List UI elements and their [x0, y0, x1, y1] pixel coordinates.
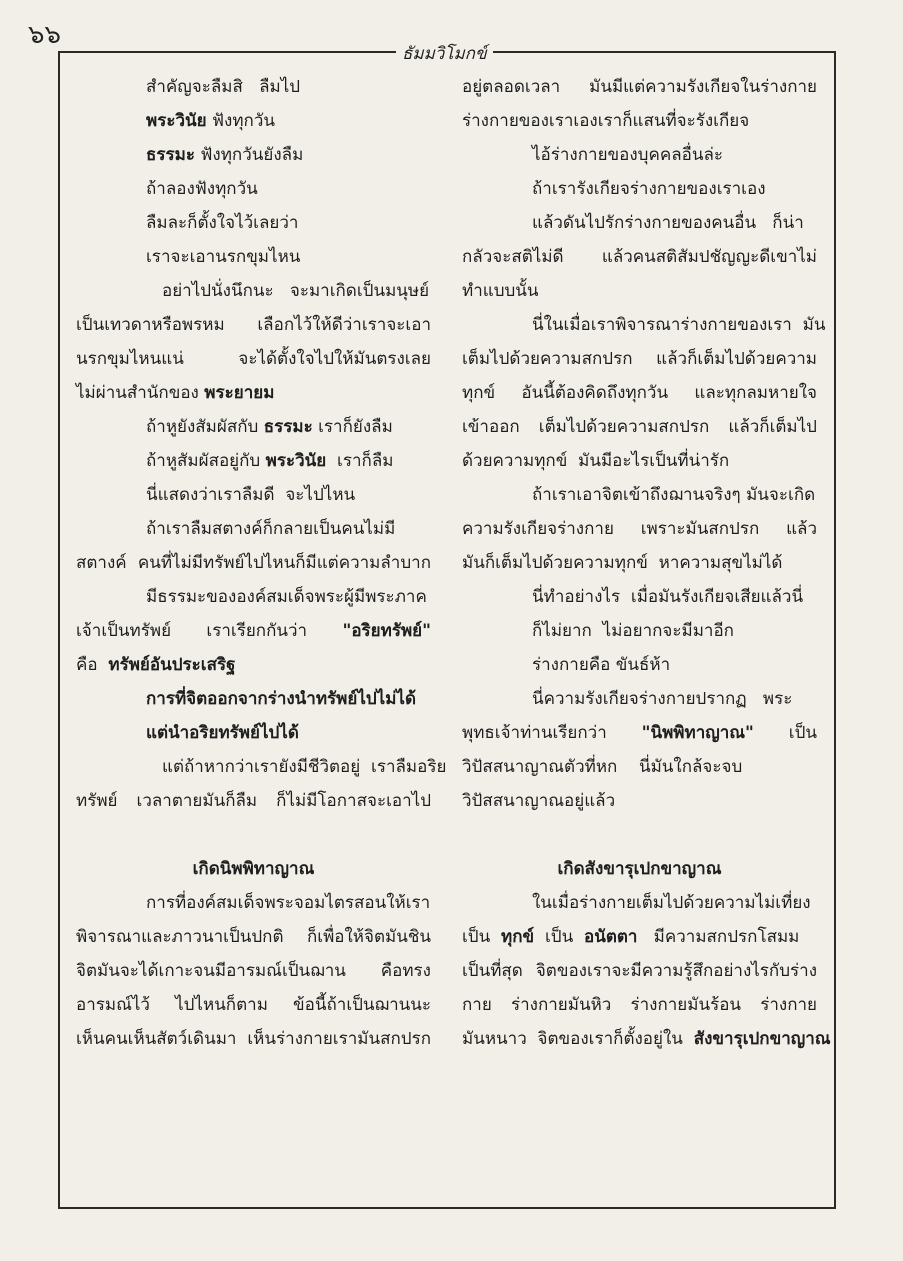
text-run: อารมณ์ไว้ — [76, 995, 150, 1015]
text-run: เป็น — [788, 723, 817, 743]
text-run: แล้วก็เต็มไป — [728, 417, 817, 437]
text-line — [76, 580, 431, 614]
text-run: จิตมันจะได้เกาะจนมีอารมณ์เป็นฌาน — [76, 961, 346, 981]
text-line — [462, 104, 817, 138]
bold-term: ทุกข์ — [501, 927, 535, 947]
right-text-column — [462, 70, 831, 1056]
text-run: ทรัพย์ — [76, 791, 118, 811]
section-heading — [462, 852, 817, 886]
text-run: ไอ้ร่างกายของบุคคลอื่นล่ะ — [532, 145, 724, 165]
text-run: พุทธเจ้าท่านเรียกว่า — [462, 723, 607, 743]
bold-term: พระวินัย — [146, 111, 207, 131]
text-run: ความรังเกียจร่างกาย — [462, 519, 614, 539]
text-run: เราก็ลืม — [326, 451, 394, 471]
text-line — [462, 410, 817, 444]
text-run: กาย — [462, 995, 492, 1015]
bold-term: "นิพพิทาญาณ" — [641, 723, 754, 743]
text-run: เต็มไปด้วยความสกปรก — [538, 417, 710, 437]
text-line — [462, 342, 817, 376]
bold-term: ธรรมะ — [146, 145, 195, 165]
bold-term: เกิดนิพพิทาญาณ — [192, 859, 315, 879]
text-run: เราจะเอานรกขุมไหน — [146, 247, 301, 267]
text-run: เจ้าเป็นทรัพย์ — [76, 621, 172, 641]
text-line — [462, 274, 817, 308]
text-line — [76, 750, 447, 784]
text-run: ด้วยความทุกข์ มันมีอะไรเป็นที่น่ารัก — [462, 451, 730, 471]
text-run: นี่ในเมื่อเราพิจารณาร่างกายของเรา มัน — [532, 315, 826, 335]
text-run: มีความสกปรกโสมม — [637, 927, 800, 947]
text-run: ร่างกายของเราเองเราก็แสนที่จะรังเกียจ — [462, 111, 750, 131]
text-line — [462, 512, 817, 546]
text-line — [462, 580, 817, 614]
text-run: มีธรรมะขององค์สมเด็จพระผู้มีพระภาค — [146, 587, 427, 607]
bold-term: สังขารุเปกขาญาณ — [693, 1029, 831, 1049]
bold-term: การที่จิตออกจากร่างนำทรัพย์ไปไม่ได้ — [146, 689, 417, 709]
text-line — [76, 444, 431, 478]
text-line — [462, 546, 817, 580]
text-run: ฟังทุกวัน — [206, 111, 276, 131]
text-line — [462, 614, 817, 648]
text-run: ถ้าเรารังเกียจร่างกายของเราเอง — [532, 179, 766, 199]
text-run: ฟังทุกวันยังลืม — [194, 145, 304, 165]
text-run: และทุกลมหายใจ — [694, 383, 817, 403]
text-line — [462, 1022, 831, 1056]
text-run: พิจารณาและภาวนาเป็นปกติ — [76, 927, 284, 947]
text-run: ไปไหนก็ตาม — [175, 995, 268, 1015]
text-line — [76, 478, 431, 512]
text-line — [76, 138, 431, 172]
text-run: เพราะมันสกปรก — [640, 519, 760, 539]
text-run: ร่างกายมันร้อน — [630, 995, 742, 1015]
bold-term: พระวินัย — [265, 451, 327, 471]
text-line — [462, 478, 817, 512]
text-run: ร่างกายคือ ขันธ์ห้า — [532, 655, 671, 675]
text-run: เห็นคนเห็นสัตว์เดินมา — [76, 1029, 237, 1049]
text-line — [462, 988, 817, 1022]
text-run: ร่างกาย — [760, 995, 817, 1015]
text-run: จะได้ตั้งใจไปให้มันตรงเลย — [238, 349, 431, 369]
text-run: ลืมละก็ตั้งใจไว้เลยว่า — [146, 213, 299, 233]
text-run: ร่างกายมันหิว — [510, 995, 612, 1015]
text-run: คือทรง — [380, 961, 431, 981]
text-run: ก็ไม่มีโอกาสจะเอาไป — [276, 791, 431, 811]
running-title: ธัมมวิโมกข์ — [396, 40, 493, 67]
text-run: นรกขุมไหนแน่ — [76, 349, 184, 369]
text-line — [462, 750, 817, 784]
text-line — [76, 342, 431, 376]
blank-line — [462, 818, 817, 852]
text-run: วิปัสสนาญาณตัวที่หก นี่มันใกล้จะจบ — [462, 757, 743, 777]
text-run: ก็ไม่ยาก ไม่อยากจะมีมาอีก — [532, 621, 734, 641]
text-run: อันนี้ต้องคิดถึงทุกวัน — [521, 383, 669, 403]
text-run: สตางค์ — [76, 553, 127, 573]
text-run: อยู่ตลอดเวลา — [462, 77, 561, 97]
text-line — [462, 920, 817, 954]
bold-term: เกิดสังขารุเปกขาญาณ — [557, 859, 722, 879]
text-run: นี่ความรังเกียจร่างกายปรากฏ พระ — [532, 689, 793, 709]
text-line — [76, 682, 431, 716]
page-number: ๖๖ — [28, 20, 62, 50]
text-run: เต็มไปด้วยความสกปรก — [462, 349, 633, 369]
text-line — [462, 648, 817, 682]
text-run: ข้อนี้ถ้าเป็นฌานนะ — [293, 995, 431, 1015]
text-run: เป็น — [534, 927, 584, 947]
blank-line — [76, 818, 431, 852]
text-run: ทุกข์ — [462, 383, 496, 403]
text-run: กลัวจะสติไม่ดี — [462, 247, 564, 267]
text-run: นี่ทำอย่างไร เมื่อมันรังเกียจเสียแล้วนี่ — [532, 587, 804, 607]
text-run: สำคัญจะลืมสิ ลืมไป — [146, 77, 301, 97]
text-run: วิปัสสนาญาณอยู่แล้ว — [462, 791, 616, 811]
bold-term: ทรัพย์อันประเสริฐ — [108, 655, 236, 675]
text-run: เป็นเทวดาหรือพรหม — [76, 315, 225, 335]
text-line — [76, 886, 431, 920]
text-line — [76, 172, 431, 206]
text-line — [462, 716, 817, 750]
text-run: ถ้าหูสัมผัสอยู่กับ — [146, 451, 266, 471]
text-run: อย่าไปนั่งนึกนะ จะมาเกิดเป็นมนุษย์ — [162, 281, 430, 301]
text-run: แต่ถ้าหากว่าเรายังมีชีวิตอยู่ เราลืมอริย — [162, 757, 447, 777]
text-line — [462, 138, 817, 172]
text-run: นี่แสดงว่าเราลืมดี จะไปไหน — [146, 485, 356, 505]
text-run: ถ้าเราลืมสตางค์ก็กลายเป็นคนไม่มี — [146, 519, 396, 539]
text-line — [76, 954, 431, 988]
text-run: ในเมื่อร่างกายเต็มไปด้วยความไม่เที่ยง — [532, 893, 811, 913]
text-line — [462, 376, 817, 410]
text-line — [462, 954, 817, 988]
text-line — [76, 546, 431, 580]
bold-term: แต่นำอริยทรัพย์ไปได้ — [146, 723, 299, 743]
text-line — [76, 716, 431, 750]
text-line — [76, 70, 431, 104]
text-run: เวลาตายมันก็ลืม — [136, 791, 258, 811]
bold-term: พระยายม — [204, 383, 275, 403]
left-text-column — [76, 70, 447, 1056]
text-run: เราก็ยังลืม — [312, 417, 393, 437]
text-line — [76, 648, 431, 682]
text-run: แล้วดันไปรักร่างกายของคนอื่น ก็น่า — [532, 213, 804, 233]
text-line — [462, 240, 817, 274]
text-line — [76, 1022, 431, 1056]
text-line — [76, 104, 431, 138]
text-run: จิตของเราจะมีความรู้สึกอย่างไรกับร่าง — [535, 961, 817, 981]
text-line — [76, 376, 431, 410]
text-line — [462, 308, 826, 342]
text-line — [76, 240, 431, 274]
text-run: เห็นร่างกายเรามันสกปรก — [247, 1029, 431, 1049]
section-heading — [76, 852, 431, 886]
text-line — [76, 410, 431, 444]
text-run: ถ้าเราเอาจิตเข้าถึงฌานจริงๆ มันจะเกิด — [532, 485, 816, 505]
text-run: มันมีแต่ความรังเกียจในร่างกาย — [589, 77, 817, 97]
text-line — [76, 614, 431, 648]
text-line — [76, 206, 431, 240]
text-run: แล้วคนสติสัมปชัญญะดีเขาไม่ — [601, 247, 817, 267]
text-run: เป็นที่สุด — [462, 961, 523, 981]
text-line — [76, 274, 431, 308]
bold-term: ธรรมะ — [263, 417, 313, 437]
text-line — [462, 206, 817, 240]
bold-term: อนัตตา — [584, 927, 638, 947]
text-line — [462, 444, 817, 478]
text-run: ทำแบบนั้น — [462, 281, 539, 301]
text-run: แล้วก็เต็มไปด้วยความ — [656, 349, 817, 369]
text-run: มันหนาว จิตของเราก็ตั้งอยู่ใน — [462, 1029, 694, 1049]
text-line — [462, 682, 817, 716]
text-run: เลือกไว้ให้ดีว่าเราจะเอา — [257, 315, 431, 335]
text-run: ถ้าลองฟังทุกวัน — [146, 179, 258, 199]
text-run: คนที่ไม่มีทรัพย์ไปไหนก็มีแต่ความลำบาก — [137, 553, 431, 573]
text-line — [462, 70, 817, 104]
text-line — [462, 784, 817, 818]
text-line — [76, 988, 431, 1022]
text-run: แล้ว — [786, 519, 817, 539]
text-run: มันก็เต็มไปด้วยความทุกข์ หาความสุขไม่ได้ — [462, 553, 783, 573]
text-run: ก็เพื่อให้จิตมันชิน — [306, 927, 431, 947]
bold-term: "อริยทรัพย์" — [342, 621, 431, 641]
text-run: เข้าออก — [462, 417, 520, 437]
text-run: การที่องค์สมเด็จพระจอมไตรสอนให้เรา — [146, 893, 431, 913]
text-line — [76, 512, 431, 546]
text-run: เราเรียกกันว่า — [206, 621, 308, 641]
text-line — [76, 784, 431, 818]
text-run: ไม่ผ่านสำนักของ — [76, 383, 205, 403]
text-run: ถ้าหูยังสัมผัสกับ — [146, 417, 264, 437]
text-line — [462, 172, 817, 206]
text-run: คือ — [76, 655, 109, 675]
text-line — [76, 308, 431, 342]
text-line — [76, 920, 431, 954]
text-run: เป็น — [462, 927, 502, 947]
text-line — [462, 886, 817, 920]
